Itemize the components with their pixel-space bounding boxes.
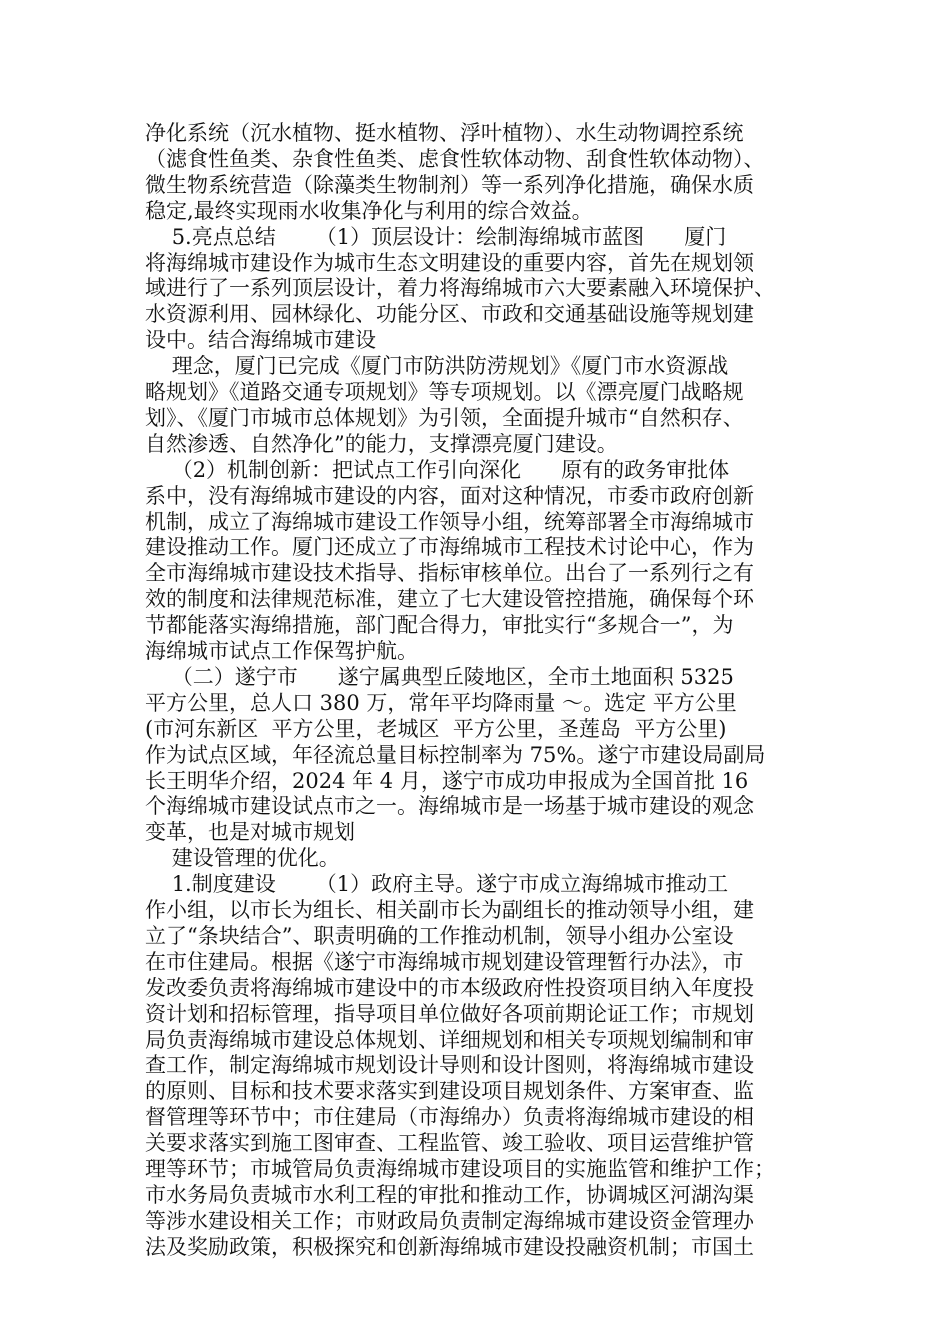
document-text-line: 建设推动工作。厦门还成立了市海绵城市工程技术讨论中心，作为 [145, 535, 754, 560]
document-text-line: 净化系统（沉水植物、挺水植物、浮叶植物）、水生动物调控系统 [145, 121, 744, 145]
document-text-line: 理念，厦门已完成《厦门市防洪防涝规划》《厦门市水资源战 [145, 354, 729, 379]
document-text-line: 查工作，制定海绵城市规划设计导则和设计图则，将海绵城市建设 [145, 1053, 754, 1078]
document-text-line: 域进行了一系列顶层设计，着力将海绵城市六大要素融入环境保护、 [145, 276, 775, 301]
document-text-line: （2）机制创新：把试点工作引向深化 原有的政务审批体 [145, 457, 730, 482]
document-text-line: 水资源利用、园林绿化、功能分区、市政和交通基础设施等规划建 [145, 302, 754, 327]
document-text-line: 在市住建局。根据《遂宁市海绵城市规划建设管理暂行办法》，市 [145, 949, 744, 974]
document-text-line: 略规划》《道路交通专项规划》等专项规划。以《漂亮厦门战略规 [145, 380, 744, 404]
document-text-line: 效的制度和法律规范标准，建立了七大建设管控措施，确保每个环 [145, 587, 754, 612]
document-text-line: 微生物系统营造（除藻类生物制剂）等一系列净化措施，确保水质 [145, 172, 754, 197]
document-text-line: 理等环节；市城管局负责海绵城市建设项目的实施监管和维护工作； [145, 1157, 775, 1181]
document-text-line: 立了“条块结合”、职责明确的工作推动机制，领导小组办公室设 [145, 923, 734, 948]
document-text-line: （滤食性鱼类、杂食性鱼类、虑食性软体动物、刮食性软体动物）、 [145, 146, 765, 171]
document-text-line: 的原则、目标和技术要求落实到建设项目规划条件、方案审查、监 [145, 1079, 754, 1104]
document-text-line: 节都能落实海绵措施，部门配合得力，审批实行“多规合一”，为 [145, 613, 734, 638]
document-text-line: 稳定,最终实现雨水收集净化与利用的综合效益。 [145, 198, 593, 223]
document-text-line: 机制，成立了海绵城市建设工作领导小组，统筹部署全市海绵城市 [145, 509, 754, 534]
document-text-line: (市河东新区 平方公里，老城区 平方公里，圣莲岛 平方公里) [145, 716, 727, 741]
document-text-line: 个海绵城市建设试点市之一。海绵城市是一场基于城市建设的观念 [145, 794, 754, 819]
document-text-line: 1.制度建设 （1）政府主导。遂宁市成立海绵城市推动工 [145, 872, 729, 897]
document-text-line: 建设管理的优化。 [145, 846, 340, 871]
document-text-line: 长王明华介绍，2024 年 4 月，遂宁市成功申报成为全国首批 16 [145, 768, 749, 793]
document-text-line: 作小组，以市长为组长、相关副市长为副组长的推动领导小组，建 [145, 898, 754, 922]
document-text-line: 5.亮点总结 （1）顶层设计：绘制海绵城市蓝图 厦门 [145, 224, 727, 249]
document-text-line: 划》、《厦门市城市总体规划》为引领，全面提升城市“自然积存、 [145, 405, 744, 430]
document-text-line: 平方公里，总人口 380 万，常年平均降雨量 ～。选定 平方公里 [145, 690, 737, 715]
document-text-line: 变革，也是对城市规划 [145, 820, 355, 845]
document-text-line: 海绵城市试点工作保驾护航。 [145, 639, 418, 663]
document-text-line: 自然渗透、自然净化”的能力，支撑漂亮厦门建设。 [145, 431, 618, 456]
document-text-line: 作为试点区域，年径流总量目标控制率为 75%。遂宁市建设局副局 [145, 742, 766, 767]
document-text-line: 法及奖励政策，积极探究和创新海绵城市建设投融资机制；市国土 [145, 1234, 754, 1259]
document-text-line: 系中，没有海绵城市建设的内容，面对这种情况，市委市政府创新 [145, 483, 754, 508]
document-text-line: 将海绵城市建设作为城市生态文明建设的重要内容，首先在规划领 [145, 250, 754, 275]
document-text-line: （二）遂宁市 遂宁属典型丘陵地区，全市土地面积 5325 [145, 664, 734, 689]
document-text-line: 督管理等环节中；市住建局（市海绵办）负责将海绵城市建设的相 [145, 1105, 754, 1130]
document-text-line: 全市海绵城市建设技术指导、指标审核单位。出台了一系列行之有 [145, 561, 754, 586]
document-text-line: 等涉水建设相关工作；市财政局负责制定海绵城市建设资金管理办 [145, 1208, 754, 1233]
document-text-line: 资计划和招标管理，指导项目单位做好各项前期论证工作；市规划 [145, 1001, 754, 1026]
document-text-line: 局负责海绵城市建设总体规划、详细规划和相关专项规划编制和审 [145, 1027, 754, 1052]
document-text-line: 设中。结合海绵城市建设 [145, 328, 376, 353]
document-text-line: 市水务局负责城市水利工程的审批和推动工作，协调城区河湖沟渠 [145, 1182, 754, 1207]
document-text-line: 关要求落实到施工图审查、工程监管、竣工验收、项目运营维护管 [145, 1131, 754, 1156]
document-text-line: 发改委负责将海绵城市建设中的市本级政府性投资项目纳入年度投 [145, 975, 754, 1000]
